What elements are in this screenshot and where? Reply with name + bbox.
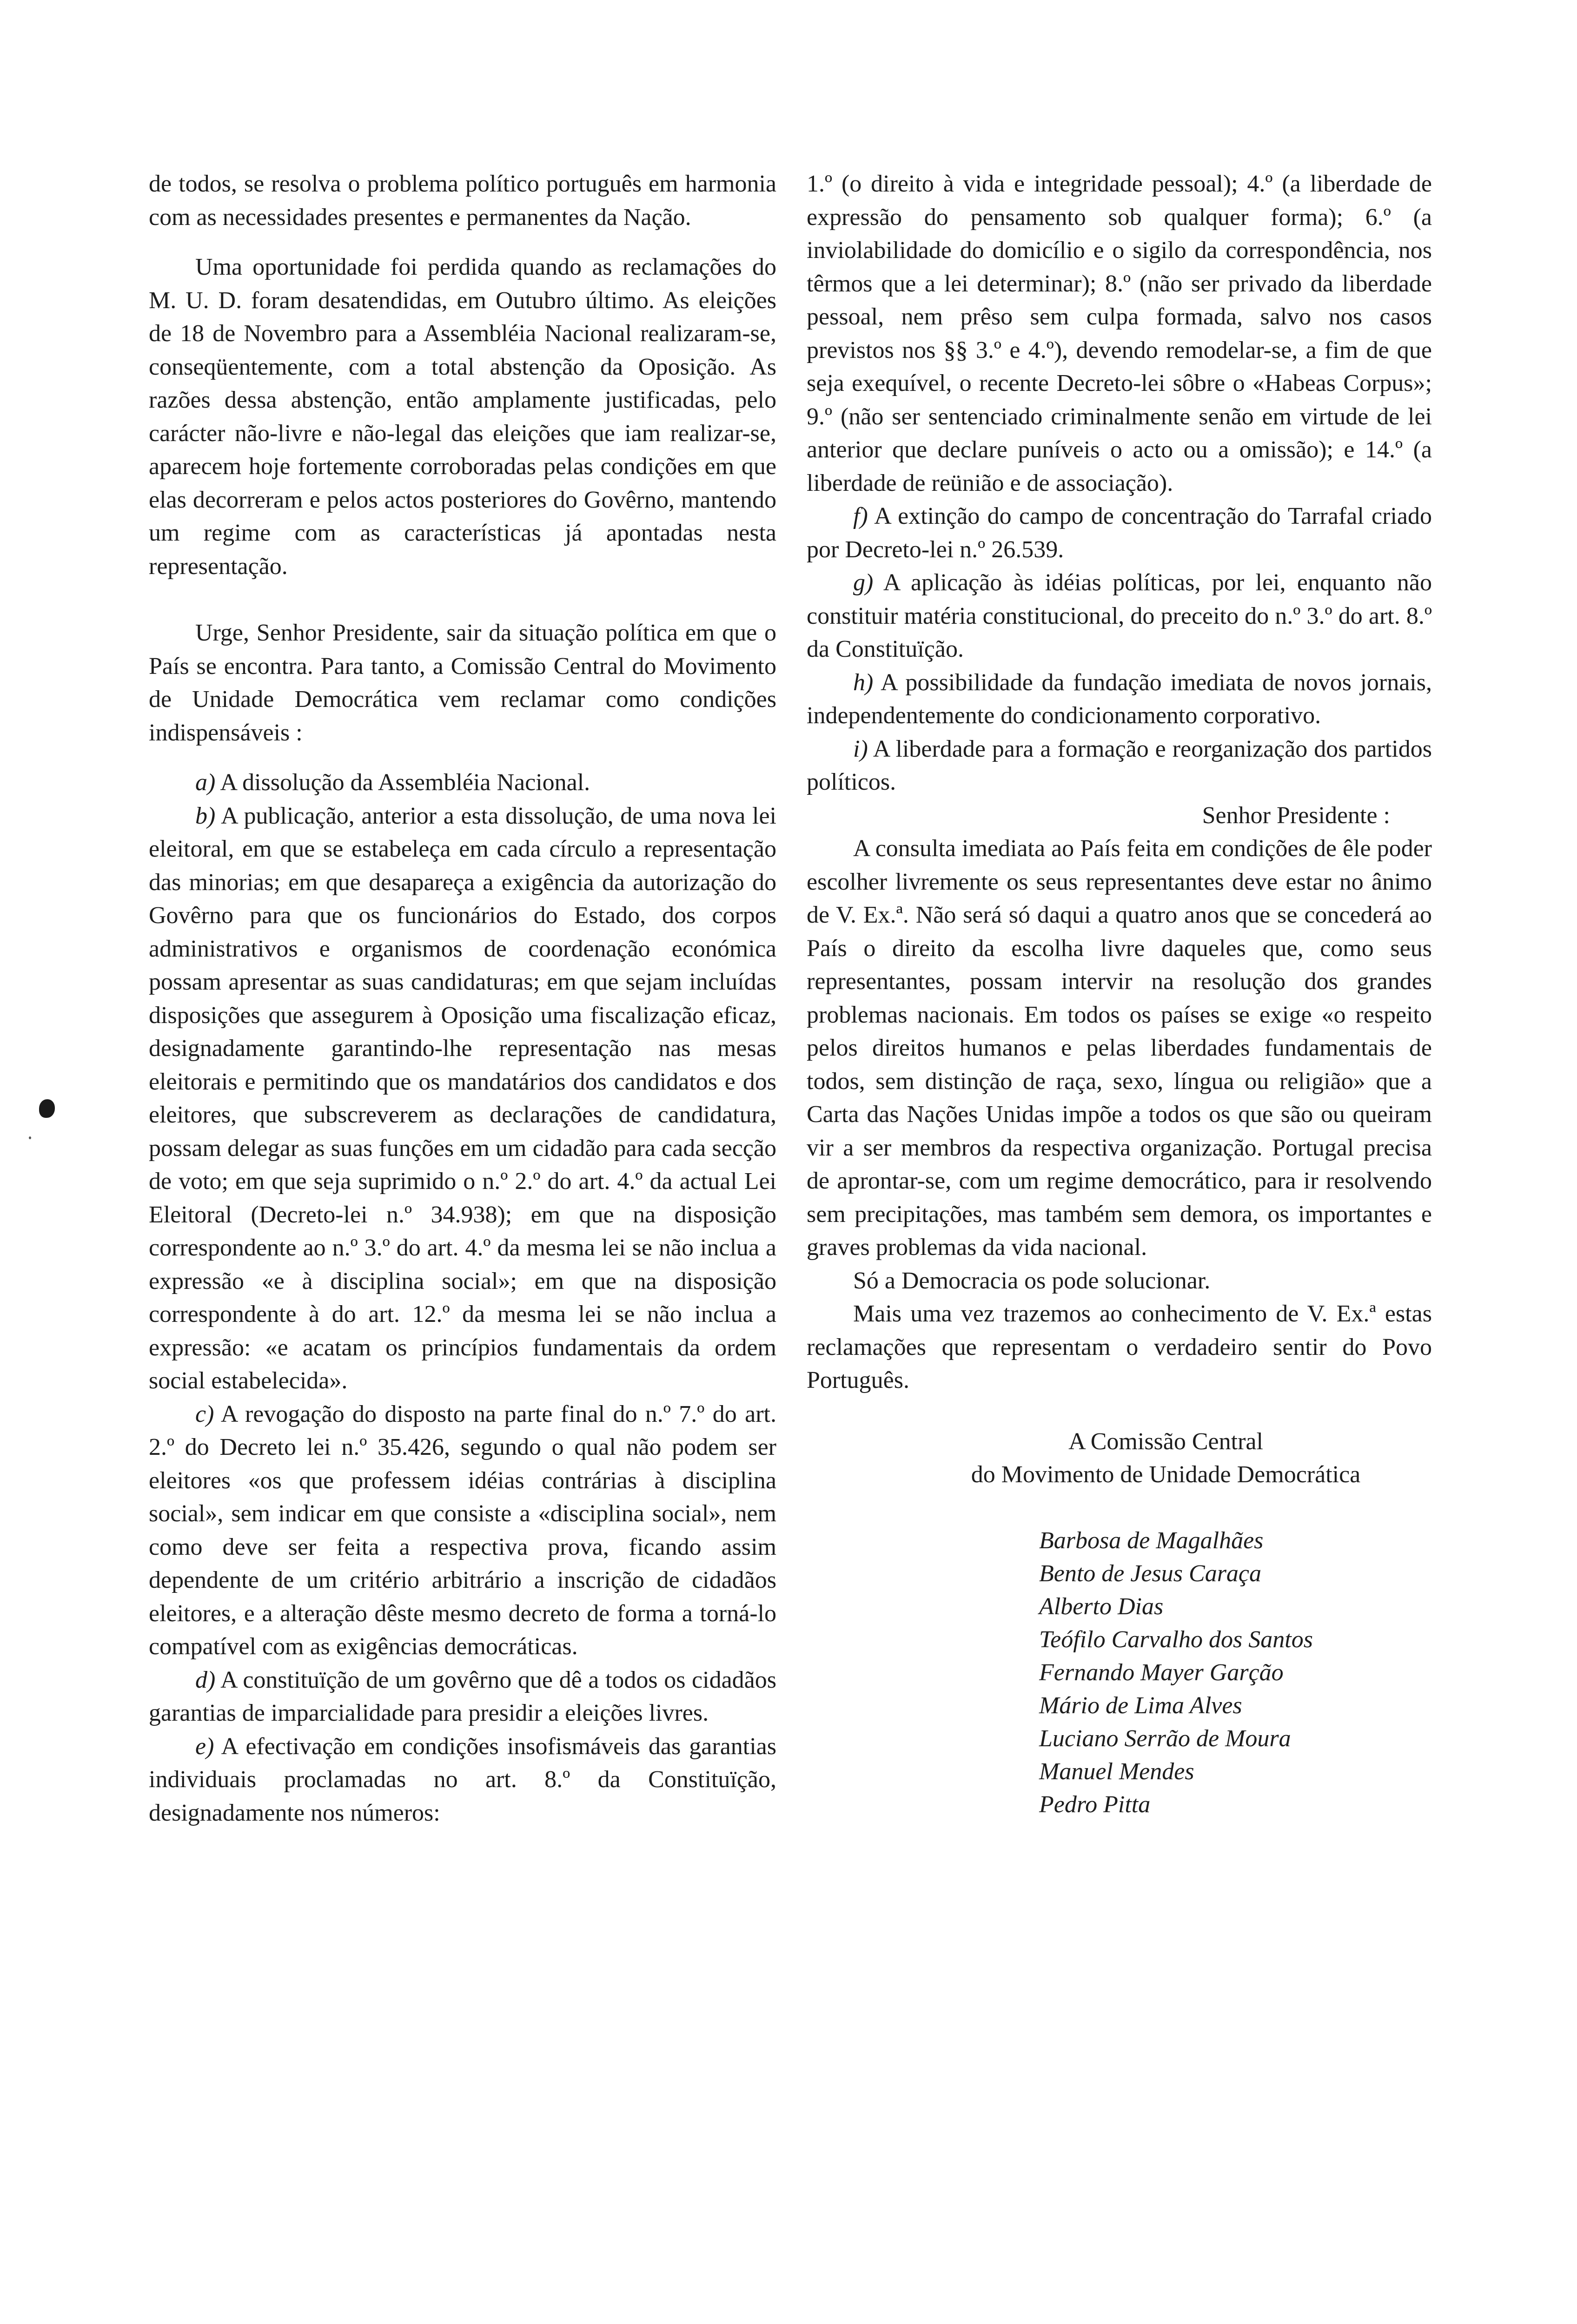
salutation: Senhor Presidente : <box>1202 802 1390 829</box>
list-item-a <box>149 766 776 799</box>
signature-block <box>807 1425 1432 1492</box>
item-text: A extinção do campo de concentração do Tarrafal criado por Decreto-lei n.º 26.539. <box>807 503 1432 563</box>
signer-name: Bento de Jesus Caraça <box>1039 1560 1262 1587</box>
list-item-g <box>807 566 1432 666</box>
paragraph: Mais uma vez trazemos ao conhecimento de V. Ex.ª estas reclamações que representam o verdadeiro sentir do Povo Português. <box>807 1301 1432 1393</box>
item-text: A revogação do disposto na parte final do n.º 7.º do art. 2.º do Decreto lei n.º 35.426, segundo o qual não podem ser eleitores «os que professem idéias contrárias à disciplina social», sem indicar em que consiste a «disciplina social», nem como deve ser feita a respectiva prova, ficando assim dependente de um critério arbitrário a inscrição de cidadãos eleitores, e a alteração dêste mesmo decreto de forma a torná-lo compatível com as exigências democráticas. <box>149 1400 776 1660</box>
signer-name: Fernando Mayer Garção <box>1039 1659 1284 1686</box>
right-column <box>807 167 1432 1821</box>
item-letter: e) <box>195 1733 214 1760</box>
list-item-h <box>807 666 1432 733</box>
signer-name: Alberto Dias <box>1039 1593 1164 1620</box>
item-text: A liberdade para a formação e reorganização dos partidos políticos. <box>807 735 1432 795</box>
list-item-d <box>149 1664 776 1730</box>
paragraph: Só a Democracia os pode solucionar. <box>853 1267 1211 1294</box>
item-letter: i) <box>853 735 868 762</box>
list-item-f <box>807 500 1432 566</box>
signer-name: Barbosa de Magalhães <box>1039 1527 1264 1554</box>
paragraph: Uma oportunidade foi perdida quando as reclamações do M. U. D. foram desatendidas, em Outubro último. As eleições de 18 de Novembro para a Assembléia Nacional realizaram-se, conseqüentemente, com a total abstenção da Oposição. As razões dessa abstenção, então amplamente justificadas, pelo carácter não-livre e não-legal das eleições que iam realizar-se, aparecem hoje fortemente corroboradas pelas condições em que elas decorreram e pelos actos posteriores do Govêrno, mantendo um regime com as características já apontadas nesta representação. <box>149 254 776 580</box>
paragraph: de todos, se resolva o problema político português em harmonia com as necessidades presentes e permanentes da Nação. <box>149 171 776 231</box>
ink-spot-mark <box>39 1099 55 1118</box>
paragraph: A consulta imediata ao País feita em condições de êle poder escolher livremente os seus representantes deve estar no ânimo de V. Ex.ª. Não será só daqui a quatro anos que se concederá ao País o direito da escolha livre daqueles que, como seus representantes, possam intervir na resolução dos grandes problemas nacionais. Em todos os países se exige «o respeito pelos direitos humanos e pelas liberdades fundamentais de todos, sem distinção de raça, sexo, língua ou religião» que a Carta das Nações Unidas impõe a todos os que são ou queiram vir a ser membros da respectiva organização. Portugal precisa de aprontar-se, com um regime democrático, para ir resolvendo sem precipitações, mas também sem demora, os importantes e graves problemas da vida nacional. <box>807 835 1432 1261</box>
signer-name: Luciano Serrão de Moura <box>1039 1725 1291 1752</box>
ink-dot-mark <box>29 1136 31 1139</box>
list-item-c <box>149 1398 776 1664</box>
item-text: A publicação, anterior a esta dissolução, de uma nova lei eleitoral, em que se estabeleça em cada círculo a representação das minorias; em que desapareça a exigência da autorização do Govêrno para que os funcionários do Estado, dos corpos administrativos e organismos de coordenação económica possam apresentar as suas candidaturas; em que sejam incluídas disposições que assegurem à Oposição uma fiscalização eficaz, designadamente garantindo-lhe representação nas mesas eleitorais e permitindo que os mandatários dos candidatos e dos eleitores, que subscreverem as declarações de candidatura, possam delegar as suas funções em um cidadão para cada secção de voto; em que seja suprimido o n.º 2.º do art. 4.º da actual Lei Eleitoral (Decreto-lei n.º 34.938); em que na disposição correspondente ao n.º 3.º do art. 4.º da mesma lei se não inclua a expressão «e à disciplina social»; em que na disposição correspondente à do art. 12.º da mesma lei se não inclua a expressão: «e acatam os princípios fundamentais da ordem social estabelecida». <box>149 802 777 1394</box>
item-letter: f) <box>853 503 868 529</box>
list-item-i <box>807 733 1432 799</box>
item-text: A efectivação em condições insofismáveis das garantias individuais proclamadas no art. 8.º da Constituïção, designadamente nos números: <box>149 1733 776 1826</box>
item-letter: b) <box>195 802 216 829</box>
item-letter: c) <box>195 1400 214 1427</box>
item-letter: d) <box>195 1666 216 1693</box>
paragraph: 1.º (o direito à vida e integridade pessoal); 4.º (a liberdade de expressão do pensamento sob qualquer forma); 6.º (a inviolabilidade do domicílio e o sigilo da correspondência, nos têrmos que a lei determinar); 8.º (não ser privado da liberdade pessoal, nem prêso sem culpa formada, salvo nos casos previstos nos §§ 3.º e 4.º), devendo remodelar-se, a fim de que seja exequível, o recente Decreto-lei sôbre o «Habeas Corpus»; 9.º (não ser sentenciado criminalmente senão em virtude de lei anterior que declare puníveis o acto ou a omissão); e 14.º (a liberdade de reünião e de associação). <box>807 171 1432 496</box>
signer-name: Mário de Lima Alves <box>1039 1692 1242 1719</box>
signature-line: do Movimento de Unidade Democrática <box>971 1461 1361 1488</box>
item-text: A possibilidade da fundação imediata de novos jornais, independentemente do condicionamento corporativo. <box>807 669 1432 729</box>
item-letter: h) <box>853 669 874 696</box>
list-item-e <box>149 1730 776 1830</box>
item-letter: g) <box>853 569 874 596</box>
item-text: A constituïção de um govêrno que dê a todos os cidadãos garantias de imparcialidade para presidir a eleições livres. <box>149 1666 776 1726</box>
left-column <box>149 167 776 1829</box>
item-text: A dissolução da Assembléia Nacional. <box>220 769 590 796</box>
signer-list <box>1039 1524 1432 1821</box>
signer-name: Manuel Mendes <box>1039 1758 1194 1785</box>
signer-name: Pedro Pitta <box>1039 1791 1151 1818</box>
list-item-b <box>149 799 776 1398</box>
paragraph: Urge, Senhor Presidente, sair da situação política em que o País se encontra. Para tanto, a Comissão Central do Movimento de Unidade Democrática vem reclamar como condições indispensáveis : <box>149 620 776 746</box>
item-letter: a) <box>195 769 216 796</box>
signer-name: Teófilo Carvalho dos Santos <box>1039 1626 1313 1653</box>
signature-line: A Comissão Central <box>1068 1428 1263 1455</box>
item-text: A aplicação às idéias políticas, por lei, enquanto não constituir matéria constitucional, do preceito do n.º 3.º do art. 8.º da Constituïção. <box>807 569 1432 662</box>
